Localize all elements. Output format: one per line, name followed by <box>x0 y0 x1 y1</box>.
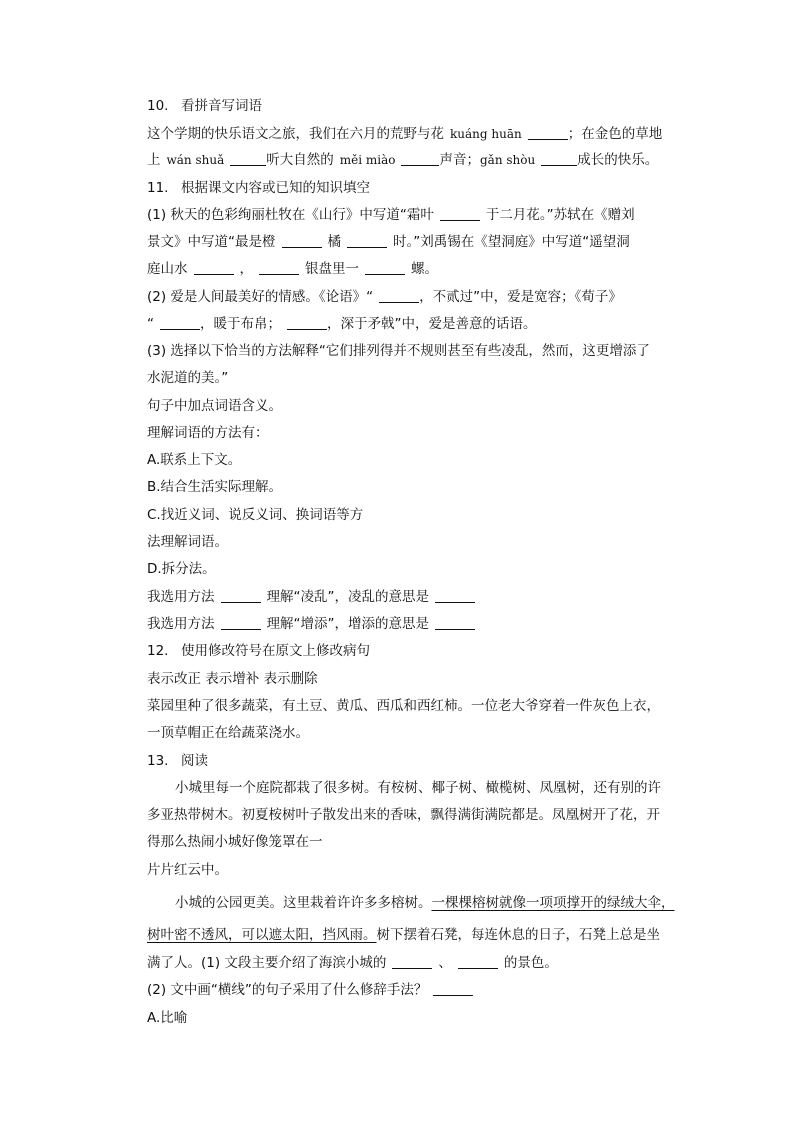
q11-text: 我选用方法 <box>147 616 215 632</box>
q12-symbols-legend: 表示改正 表示增补 表示删除 <box>147 671 318 687</box>
q11-text: 橘 <box>327 234 341 250</box>
pinyin-meimiao: měi miào <box>339 153 396 167</box>
q11-text: ， <box>239 261 253 277</box>
q11-text: ，暖于布帛； <box>200 316 281 332</box>
pinyin-ganshou: gǎn shòu <box>479 153 536 167</box>
q11-heading <box>147 178 370 198</box>
answer-blank[interactable] <box>435 615 475 630</box>
option-c: C.找近义词、说反义词、换词语等方 <box>147 507 364 523</box>
answer-blank[interactable] <box>259 260 299 275</box>
q12-number: 12. <box>147 643 169 659</box>
q12-heading <box>147 641 370 661</box>
answer-blank[interactable] <box>435 588 475 603</box>
passage-line: 得那么热闹小城好像笼罩在一 <box>147 834 323 850</box>
q13-number: 13. <box>147 753 169 769</box>
option-c-cont: 法理解词语。 <box>147 534 228 550</box>
answer-blank[interactable] <box>221 615 261 630</box>
q10-text: 上 <box>147 152 161 168</box>
answer-blank[interactable] <box>458 954 498 969</box>
q11-text: 银盘里一 <box>305 261 359 277</box>
passage-text: 、 <box>438 955 452 971</box>
answer-blank[interactable] <box>433 981 473 996</box>
q11-text: 理解“凌乱”，凌乱的意思是 <box>266 589 429 605</box>
q11-title: 根据课文内容或已知的知识填空 <box>181 180 370 196</box>
q10-line-2 <box>147 150 658 170</box>
passage-line <box>175 893 675 913</box>
q11-line <box>147 287 622 307</box>
q11-line <box>147 314 537 334</box>
q12-title: 使用修改符号在原文上修改病句 <box>181 643 370 659</box>
passage-text: 树下摆着石凳，每连休息的日子，石凳上总是坐 <box>376 927 660 943</box>
q11-line <box>147 259 438 279</box>
q11-text: 庭山水 <box>147 261 188 277</box>
answer-blank[interactable] <box>401 151 439 166</box>
q11-text: 时。”刘禹锡在《望洞庭》中写道“遥望洞 <box>393 234 630 250</box>
answer-blank[interactable] <box>221 588 261 603</box>
answer-blank[interactable] <box>194 260 234 275</box>
passage-line: 片片红云中。 <box>147 862 228 878</box>
answer-blank[interactable] <box>365 260 405 275</box>
answer-blank[interactable] <box>541 151 577 166</box>
pinyin-wanshua: wán shuǎ <box>166 153 225 167</box>
answer-blank[interactable] <box>282 233 322 248</box>
underlined-sentence: 一棵棵榕树就像一项项撑开的绿绒大伞， <box>431 895 675 911</box>
answer-blank[interactable] <box>440 206 480 221</box>
q10-heading <box>147 96 262 116</box>
q11-line: 句子中加点词语含义。 <box>147 398 282 414</box>
answer-blank[interactable] <box>347 233 387 248</box>
pinyin-kuanghuan: kuáng huān <box>450 127 522 141</box>
q11-text: (1) 秋天的色彩绚丽杜牧在《山行》中写道“霜叶 <box>147 207 434 223</box>
answer-blank[interactable] <box>392 954 432 969</box>
q10-text: ；在金色的草地 <box>567 126 663 142</box>
option-a: A.比喻 <box>147 1010 188 1026</box>
passage-text: 小城的公园更美。这里栽着许许多多榕树。 <box>175 895 432 911</box>
q11-text: 螺。 <box>411 261 438 277</box>
answer-blank[interactable] <box>160 315 200 330</box>
passage-line <box>147 925 660 945</box>
q11-line: 水泥道的美。” <box>147 370 229 386</box>
q11-line: (3) 选择以下恰当的方法解释“它们排列得并不规则甚至有些凌乱，然而，这更增添了 <box>147 343 650 359</box>
q11-line <box>147 232 630 252</box>
answer-blank[interactable] <box>528 125 568 140</box>
q11-text: 于二月花。”苏轼在《赠刘 <box>485 207 635 223</box>
passage-text: 的景色。 <box>503 955 558 971</box>
q11-number: 11. <box>147 180 169 196</box>
option-a: A.联系上下文。 <box>147 452 242 468</box>
option-d: D.拆分法。 <box>147 561 216 577</box>
q11-text: “ <box>147 316 154 332</box>
q13-title: 阅读 <box>181 753 208 769</box>
q10-text: 声音； <box>439 152 480 168</box>
q10-text: 成长的快乐。 <box>577 152 659 168</box>
passage-line: 多亚热带树木。初夏桉树叶子散发出来的香味，飘得满街满院都是。凤凰树开了花，开 <box>147 807 660 823</box>
q11-text: 理解“增添”，增添的意思是 <box>266 616 429 632</box>
q10-text: 听大自然的 <box>266 152 334 168</box>
q10-number: 10. <box>147 98 169 114</box>
q11-text: ，深于矛戟”中，爱是善意的话语。 <box>327 316 537 332</box>
q13-question-2 <box>147 980 473 1000</box>
option-b: B.结合生活实际理解。 <box>147 479 283 495</box>
q11-text: 我选用方法 <box>147 589 215 605</box>
q11-text: ，不贰过”中，爱是宽容；《荀子》 <box>419 289 622 305</box>
q11-text: 景文》中写道“最是橙 <box>147 234 276 250</box>
answer-blank[interactable] <box>379 288 419 303</box>
q11-text: (2) 爱是人间最美好的情感。《论语》“ <box>147 289 374 305</box>
q11-line: 理解词语的方法有： <box>147 425 269 441</box>
q12-sentence: 一顶草帽正在给蔬菜浇水。 <box>147 725 309 741</box>
q11-answer-line-1 <box>147 587 475 607</box>
question-text: (2) 文中画“横线”的句子采用了什么修辞手法？ <box>147 982 428 998</box>
q13-heading <box>147 751 208 771</box>
q12-sentence: 菜园里种了很多蔬菜，有土豆、黄瓜、西瓜和西红柿。一位老大爷穿着一件灰色上衣， <box>147 698 660 714</box>
passage-line: 小城里每一个庭院都栽了很多树。有桉树、椰子树、橄榄树、凤凰树，还有别的许 <box>175 780 661 796</box>
answer-blank[interactable] <box>230 151 266 166</box>
q10-title: 看拼音写词语 <box>181 98 262 114</box>
passage-text: 满了人。(1) 文段主要介绍了海滨小城的 <box>147 955 387 971</box>
underlined-sentence: 树叶密不透风，可以遮太阳，挡风雨。 <box>147 927 377 943</box>
q11-line <box>147 205 635 225</box>
passage-line <box>147 953 558 973</box>
answer-blank[interactable] <box>287 315 327 330</box>
q10-text: 这个学期的快乐语文之旅，我们在六月的荒野与花 <box>147 126 444 142</box>
q10-line-1 <box>147 124 662 144</box>
q11-answer-line-2 <box>147 614 475 634</box>
